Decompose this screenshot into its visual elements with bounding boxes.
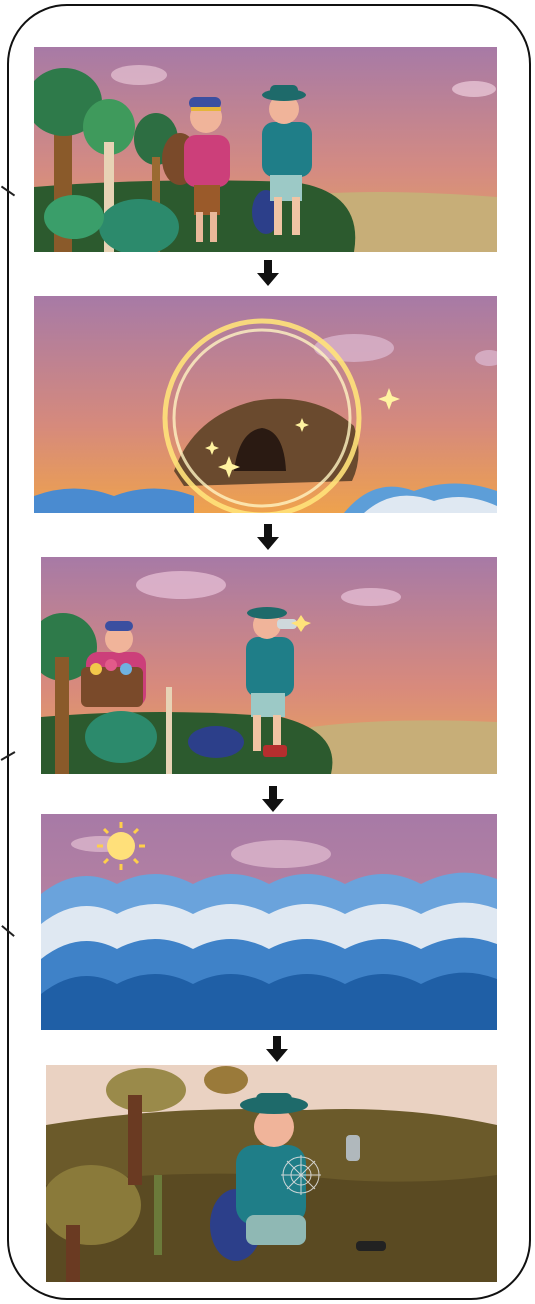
panel-treasure-and-binoculars	[41, 557, 497, 774]
down-arrow-icon	[257, 524, 279, 550]
down-arrow-icon	[262, 786, 284, 812]
down-arrow-icon	[257, 260, 279, 286]
panel-hikers-on-hill	[34, 47, 497, 252]
panel-old-hiker-in-cobwebs	[46, 1065, 497, 1282]
down-arrow-icon	[266, 1036, 288, 1062]
panel-ocean-waves	[41, 814, 497, 1030]
panel-glowing-cave	[34, 296, 497, 513]
